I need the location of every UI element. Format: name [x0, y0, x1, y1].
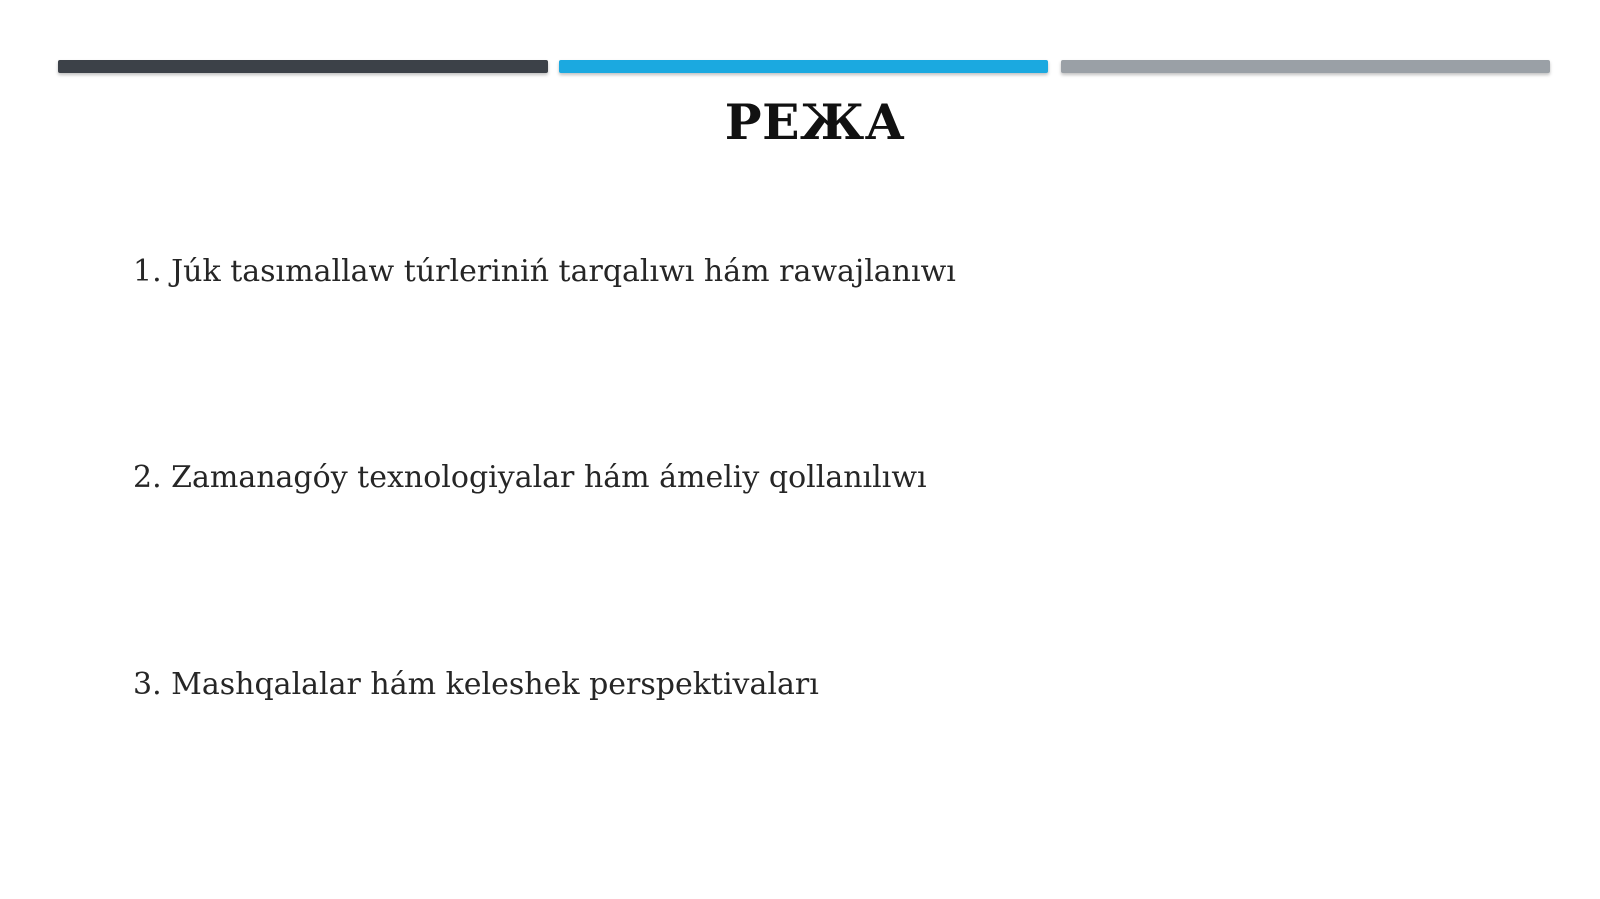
plan-item: 2. Zamanagóy texnologiyalar hám ámeliy qollanılıwı — [133, 460, 927, 495]
plan-item: 1. Júk tasımallaw túrleriniń tarqalıwı hám rawajlanıwı — [133, 254, 956, 289]
accent-bar-dark — [58, 60, 548, 73]
plan-item: 3. Mashqalalar hám keleshek perspektivaları — [133, 667, 819, 702]
accent-bar-gray — [1061, 60, 1550, 73]
slide-title: РЕЖА — [724, 93, 906, 151]
accent-bar-blue — [559, 60, 1048, 73]
